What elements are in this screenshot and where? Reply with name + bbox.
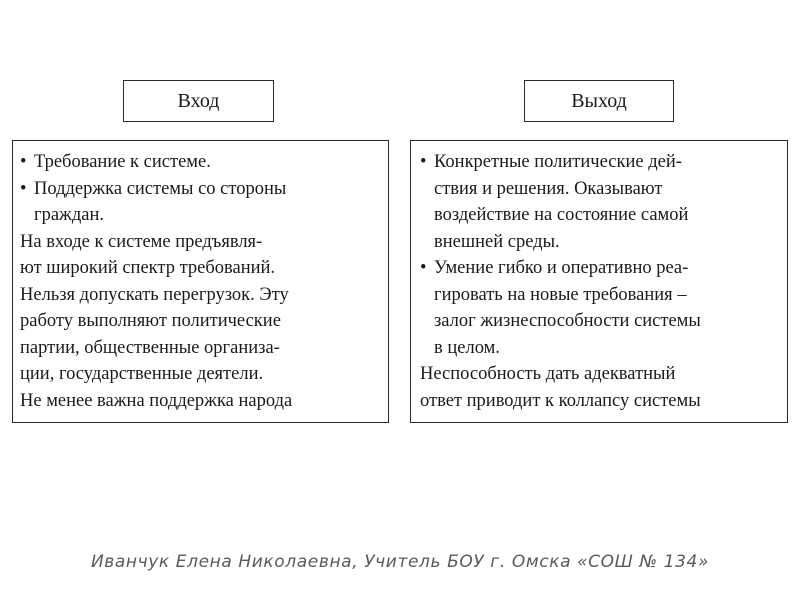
author-caption: Иванчук Елена Николаевна, Учитель БОУ г. Омска «СОШ № 134»: [90, 552, 710, 572]
output-text-line: ответ приводит к коллапсу системы: [420, 390, 701, 411]
output-bullet-2: [420, 255, 781, 361]
input-text-line: Нельзя допускать перегрузок. Эту: [20, 284, 289, 305]
input-text-line: ют широкий спектр требований.: [20, 258, 276, 278]
bullet-icon: •: [20, 152, 27, 172]
output-panel: [410, 140, 788, 423]
output-text-line: Неспособность дать адекватный: [420, 364, 676, 384]
bullet-line: воздействие на состояние самой: [434, 205, 689, 225]
input-bullet-1: [20, 149, 382, 176]
bullet-line: Требование к системе.: [34, 152, 211, 172]
bullet-icon: •: [20, 178, 27, 199]
bullet-line: Конкретные политические дей-: [434, 152, 682, 172]
bullet-line: Поддержка системы со стороны: [34, 178, 287, 199]
bullet-icon: •: [420, 152, 427, 172]
bullet-line: внешней среды.: [434, 231, 560, 252]
output-header-box: [524, 80, 674, 122]
bullet-line: Умение гибко и оперативно реа-: [434, 258, 689, 278]
input-header-box: [123, 80, 274, 122]
input-text-line: Не менее важна поддержка народа: [20, 390, 293, 411]
input-text-line: партии, общественные организа-: [20, 337, 280, 358]
bullet-icon: •: [420, 258, 427, 278]
bullet-line: гировать на новые требования –: [434, 284, 687, 305]
input-bullet-2: [20, 176, 382, 229]
bullet-line: ствия и решения. Оказывают: [434, 178, 663, 199]
bullet-line: граждан.: [34, 205, 104, 225]
output-title: Выход: [571, 90, 627, 112]
input-panel: [12, 140, 389, 423]
bullet-line: залог жизнеспособности системы: [434, 311, 701, 331]
bullet-line: в целом.: [434, 337, 500, 358]
output-bullet-1: [420, 149, 781, 255]
input-title: Вход: [177, 90, 220, 112]
input-text-line: ции, государственные деятели.: [20, 364, 264, 384]
input-text-line: работу выполняют политические: [20, 311, 281, 331]
input-text-line: На входе к системе предъявля-: [20, 231, 263, 252]
